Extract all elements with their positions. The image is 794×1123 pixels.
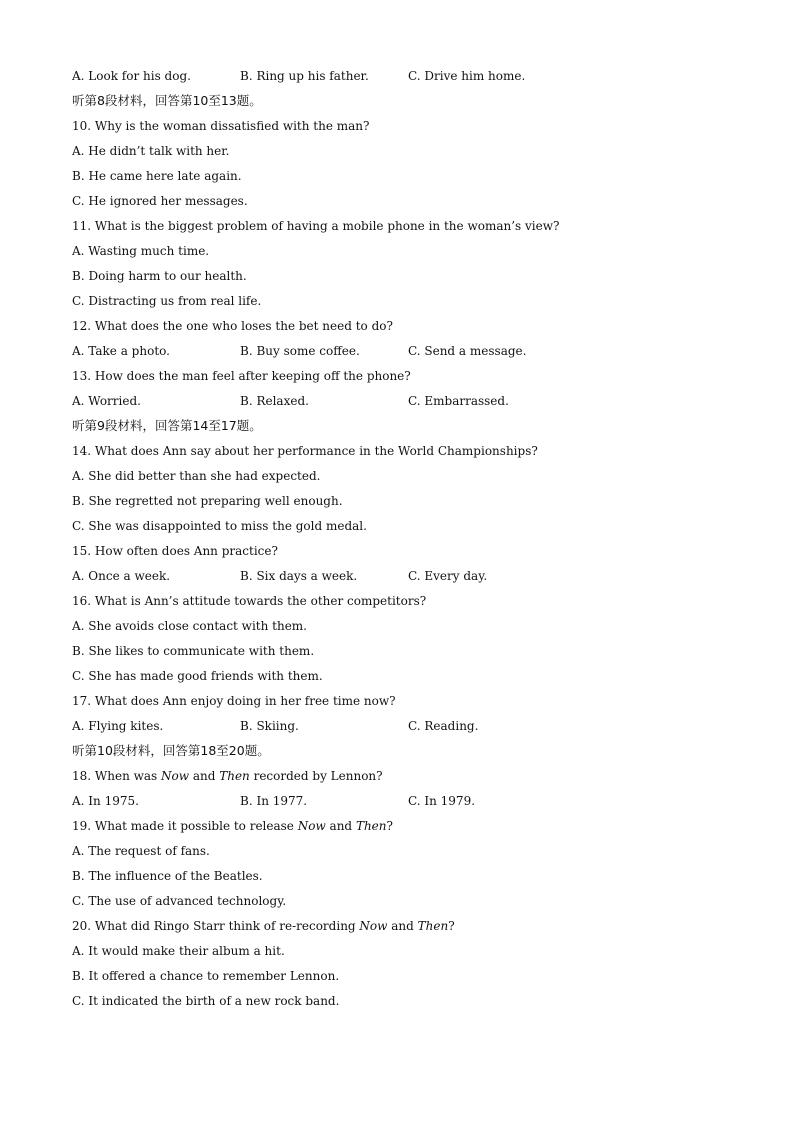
q19-song-title-then: Then xyxy=(355,818,387,833)
q19-option-b: B. The influence of the Beatles. xyxy=(72,868,263,883)
q12-option-c: C. Send a message. xyxy=(408,343,527,358)
q20-stem-and: and xyxy=(387,918,418,933)
q19-stem-pre: 19. What made it possible to release xyxy=(72,818,298,833)
q11-option-a: A. Wasting much time. xyxy=(72,243,210,258)
q9-options xyxy=(72,63,772,88)
q18-option-c: C. In 1979. xyxy=(408,793,476,808)
q19-stem-and: and xyxy=(325,818,356,833)
q20-stem xyxy=(72,913,772,938)
q14-stem: 14. What does Ann say about her performance in the World Championships? xyxy=(72,443,538,458)
q12-options xyxy=(72,338,772,363)
q15-option-a: A. Once a week. xyxy=(72,568,171,583)
q13-options xyxy=(72,388,772,413)
q20-option-c: C. It indicated the birth of a new rock band. xyxy=(72,993,340,1008)
q17-options xyxy=(72,713,772,738)
q9-option-b: B. Ring up his father. xyxy=(240,68,369,83)
q13-stem: 13. How does the man feel after keeping off the phone? xyxy=(72,368,411,383)
q20-song-title-now: Now xyxy=(359,918,388,933)
q18-stem-post: recorded by Lennon? xyxy=(249,768,383,783)
q17-option-b: B. Skiing. xyxy=(240,718,299,733)
q14-option-b: B. She regretted not preparing well enough. xyxy=(72,493,343,508)
q20-stem-post: ? xyxy=(448,918,455,933)
q18-stem xyxy=(72,763,772,788)
exam-page xyxy=(72,63,772,1013)
q15-option-c: C. Every day. xyxy=(408,568,488,583)
q18-song-title-now: Now xyxy=(161,768,190,783)
q20-song-title-then: Then xyxy=(417,918,449,933)
q11-stem: 11. What is the biggest problem of having a mobile phone in the woman’s view? xyxy=(72,218,560,233)
q13-option-a: A. Worried. xyxy=(72,393,141,408)
q19-option-a: A. The request of fans. xyxy=(72,843,210,858)
q16-option-a: A. She avoids close contact with them. xyxy=(72,618,307,633)
q18-option-b: B. In 1977. xyxy=(240,793,308,808)
q16-stem: 16. What is Ann’s attitude towards the other competitors? xyxy=(72,593,427,608)
q18-song-title-then: Then xyxy=(219,768,250,783)
section-8-heading: 听第8段材料，回答第10至13题。 xyxy=(72,92,262,108)
q20-option-b: B. It offered a chance to remember Lennon. xyxy=(72,968,340,983)
q14-option-a: A. She did better than she had expected. xyxy=(72,468,321,483)
q17-option-a: A. Flying kites. xyxy=(72,718,164,733)
q16-option-b: B. She likes to communicate with them. xyxy=(72,643,315,658)
section-10-heading: 听第10段材料，回答第18至20题。 xyxy=(72,742,270,758)
q10-stem: 10. Why is the woman dissatisfied with the man? xyxy=(72,118,370,133)
q18-options xyxy=(72,788,772,813)
q18-option-a: A. In 1975. xyxy=(72,793,139,808)
q19-option-c: C. The use of advanced technology. xyxy=(72,893,287,908)
q20-option-a: A. It would make their album a hit. xyxy=(72,943,285,958)
q12-option-a: A. Take a photo. xyxy=(72,343,170,358)
q15-option-b: B. Six days a week. xyxy=(240,568,358,583)
q10-option-b: B. He came here late again. xyxy=(72,168,242,183)
q11-option-b: B. Doing harm to our health. xyxy=(72,268,247,283)
q15-options xyxy=(72,563,772,588)
q9-option-a: A. Look for his dog. xyxy=(72,68,191,83)
q19-stem-post: ? xyxy=(386,818,393,833)
q18-stem-pre: 18. When was xyxy=(72,768,162,783)
q15-stem: 15. How often does Ann practice? xyxy=(72,543,278,558)
q14-option-c: C. She was disappointed to miss the gold medal. xyxy=(72,518,367,533)
q17-stem: 17. What does Ann enjoy doing in her free time now? xyxy=(72,693,396,708)
q12-option-b: B. Buy some coffee. xyxy=(240,343,360,358)
q13-option-b: B. Relaxed. xyxy=(240,393,309,408)
q18-stem-and: and xyxy=(189,768,220,783)
q19-song-title-now: Now xyxy=(297,818,326,833)
q17-option-c: C. Reading. xyxy=(408,718,479,733)
section-9-heading: 听第9段材料，回答第14至17题。 xyxy=(72,417,262,433)
q20-stem-pre: 20. What did Ringo Starr think of re-recording xyxy=(72,918,360,933)
q19-stem xyxy=(72,813,772,838)
q11-option-c: C. Distracting us from real life. xyxy=(72,293,262,308)
q16-option-c: C. She has made good friends with them. xyxy=(72,668,323,683)
q10-option-c: C. He ignored her messages. xyxy=(72,193,248,208)
q12-stem: 12. What does the one who loses the bet need to do? xyxy=(72,318,393,333)
q9-option-c: C. Drive him home. xyxy=(408,68,526,83)
q13-option-c: C. Embarrassed. xyxy=(408,393,509,408)
q10-option-a: A. He didn’t talk with her. xyxy=(72,143,230,158)
